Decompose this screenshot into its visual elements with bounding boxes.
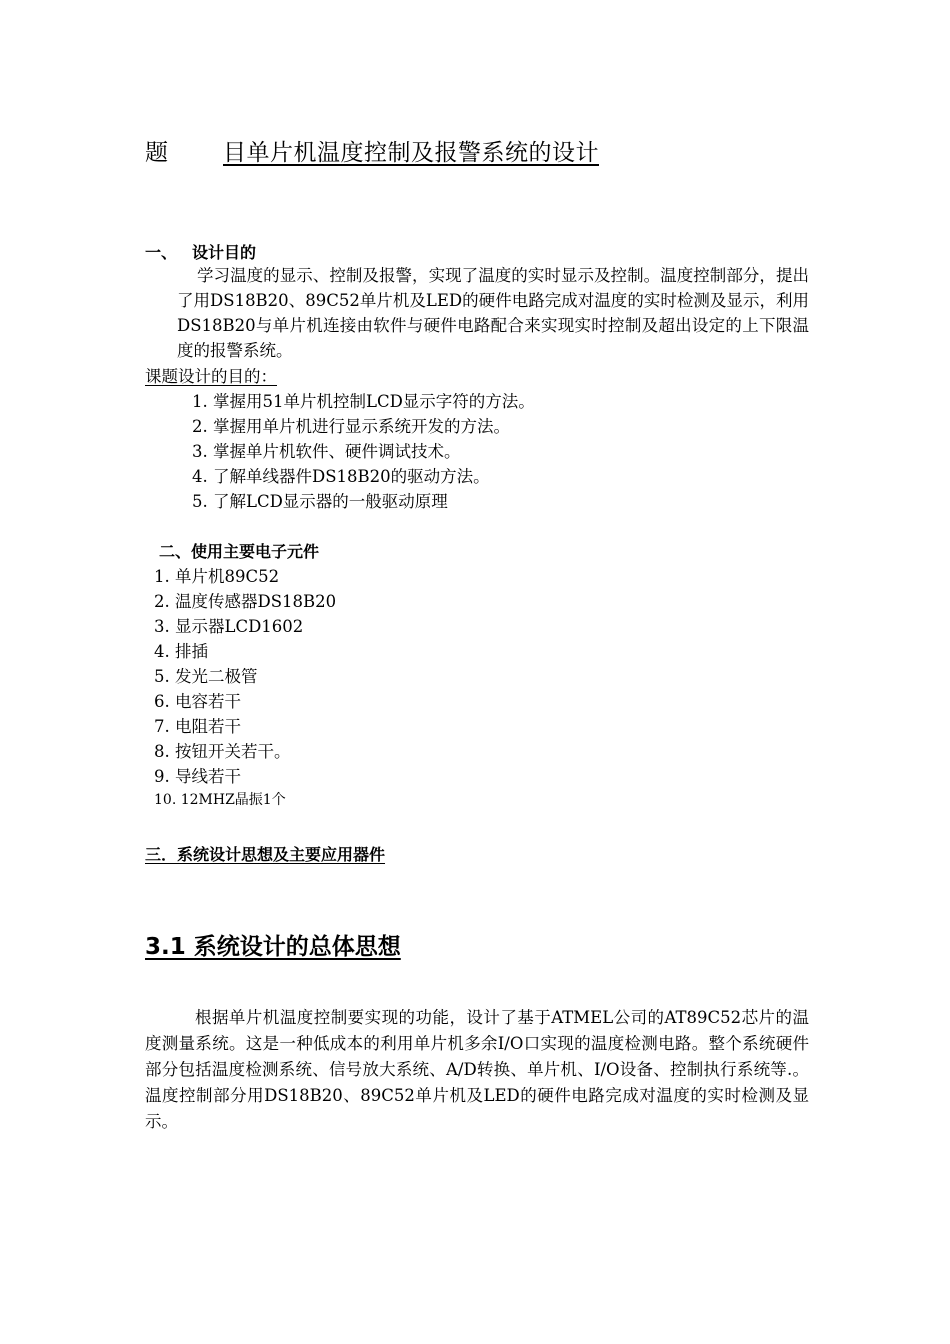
objectives-title: 课题设计的目的： [145, 367, 277, 386]
section2-heading: 二、使用主要电子元件 [159, 542, 320, 561]
objective-item: 4. 了解单线器件DS18B20的驱动方法。 [192, 467, 490, 486]
section1-paragraph [177, 263, 809, 363]
component-item: 3. 显示器LCD1602 [154, 617, 304, 636]
component-item: 4. 排插 [154, 642, 208, 661]
title-text: 目单片机温度控制及报警系统的设计 [223, 140, 599, 166]
section3-subheading: 3.1 系统设计的总体思想 [145, 934, 401, 960]
component-item: 6. 电容若干 [154, 692, 241, 711]
objective-item: 5. 了解LCD显示器的一般驱动原理 [192, 492, 448, 511]
objective-item: 2. 掌握用单片机进行显示系统开发的方法。 [192, 417, 510, 436]
section3-paragraph [145, 1005, 809, 1135]
title-label: 题 [145, 140, 169, 166]
objective-item: 1. 掌握用51单片机控制LCD显示字符的方法。 [192, 392, 535, 411]
objective-item: 3. 掌握单片机软件、硬件调试技术。 [192, 442, 461, 461]
component-item: 2. 温度传感器DS18B20 [154, 592, 337, 611]
section1-number: 一、 [145, 243, 178, 262]
component-item: 1. 单片机89C52 [154, 567, 280, 586]
component-item: 9. 导线若干 [154, 767, 241, 786]
component-item: 8. 按钮开关若干。 [154, 742, 291, 761]
component-item: 7. 电阻若干 [154, 717, 241, 736]
section3-heading: 三．系统设计思想及主要应用器件 [145, 845, 386, 864]
section3-paragraph-text: 根据单片机温度控制要实现的功能，设计了基于ATMEL公司的AT89C52芯片的温度测量系统。这是一种低成本的利用单片机多余I/O口实现的温度检测电路。整个系统硬件部分包括温度检测系统、信号放大系统、A/D转换、单片机、I/O设备、控制执行系统等.。温度控制部分用DS18B20、89C52单片机及LED的硬件电路完成对温度的实时检测及显示。 [145, 1008, 809, 1131]
section1-paragraph-text: 学习温度的显示、控制及报警，实现了温度的实时显示及控制。温度控制部分，提出了用DS18B20、89C52单片机及LED的硬件电路完成对温度的实时检测及显示，利用DS18B20与单片机连接由软件与硬件电路配合来实现实时控制及超出设定的上下限温度的报警系统。 [177, 266, 809, 360]
component-item: 5. 发光二极管 [154, 667, 258, 686]
component-item: 10. 12MHZ晶振1个 [154, 792, 286, 808]
document-title [145, 134, 611, 167]
section1-heading: 设计目的 [192, 243, 257, 262]
